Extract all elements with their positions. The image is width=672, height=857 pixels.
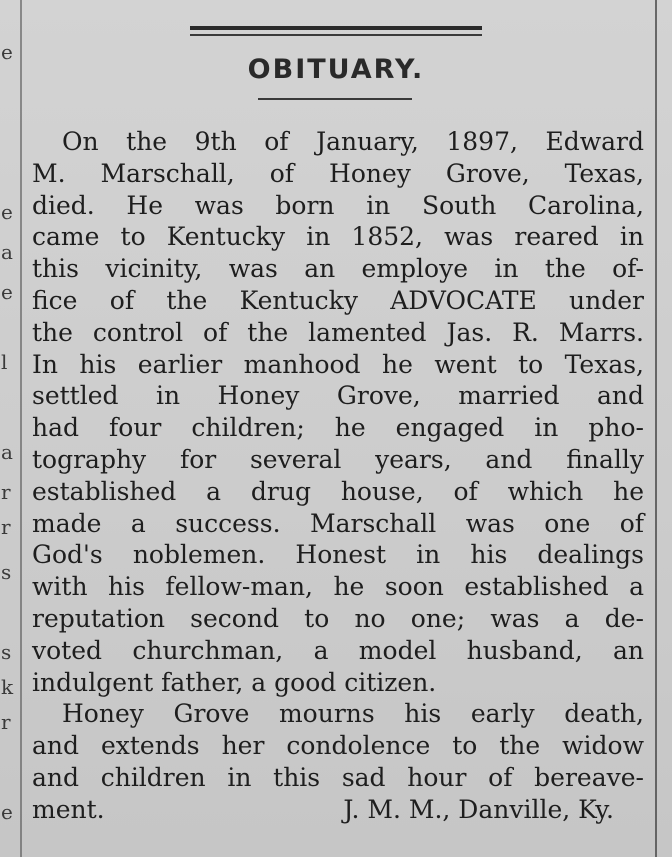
body-line: died. He was born in South Carolina,: [32, 190, 644, 220]
right-column-rule: [655, 0, 657, 857]
top-rule-thin: [190, 34, 482, 36]
body-line: M. Marschall, of Honey Grove, Texas,: [32, 158, 644, 188]
obituary-heading: OBITUARY.: [247, 54, 425, 85]
body-line: the control of the lamented Jas. R. Marrs.: [32, 317, 644, 347]
left-column-rule: [20, 0, 22, 857]
body-line: made a success. Marschall was one of: [32, 508, 644, 538]
body-line: In his earlier manhood he went to Texas,: [32, 349, 644, 379]
adjacent-column-fragment: e e a e l a r r s s k r e: [1, 40, 14, 824]
body-line: voted churchman, a model husband, an: [32, 635, 644, 665]
body-line: God's noblemen. Honest in his dealings: [32, 540, 644, 570]
body-line: and children in this sad hour of bereave-: [32, 762, 644, 792]
body-line: On the 9th of January, 1897, Edward: [62, 127, 644, 156]
top-rule-thick: [190, 26, 482, 30]
author-signature: J. M. M., Danville, Ky.: [343, 794, 614, 824]
body-line: settled in Honey Grove, married and: [32, 381, 644, 411]
signature-row: [32, 794, 644, 826]
body-line: reputation second to no one; was a de-: [32, 603, 644, 633]
obituary-body: [32, 126, 644, 826]
body-line: fice of the Kentucky ADVOCATE under: [32, 285, 644, 315]
body-line: and extends her condolence to the widow: [32, 731, 644, 761]
heading-underline: [258, 98, 412, 100]
body-line: Honey Grove mourns his early death,: [62, 699, 644, 729]
final-word: ment.: [32, 794, 105, 824]
body-line: this vicinity, was an employe in the of-: [32, 254, 644, 284]
body-line: indulgent father, a good citizen.: [32, 667, 437, 697]
body-line: with his fellow-man, he soon established a: [32, 572, 644, 602]
body-line: tography for several years, and finally: [32, 444, 644, 474]
body-line: had four children; he engaged in pho-: [32, 413, 644, 443]
body-line: came to Kentucky in 1852, was reared in: [32, 222, 644, 252]
body-line: established a drug house, of which he: [32, 476, 644, 506]
